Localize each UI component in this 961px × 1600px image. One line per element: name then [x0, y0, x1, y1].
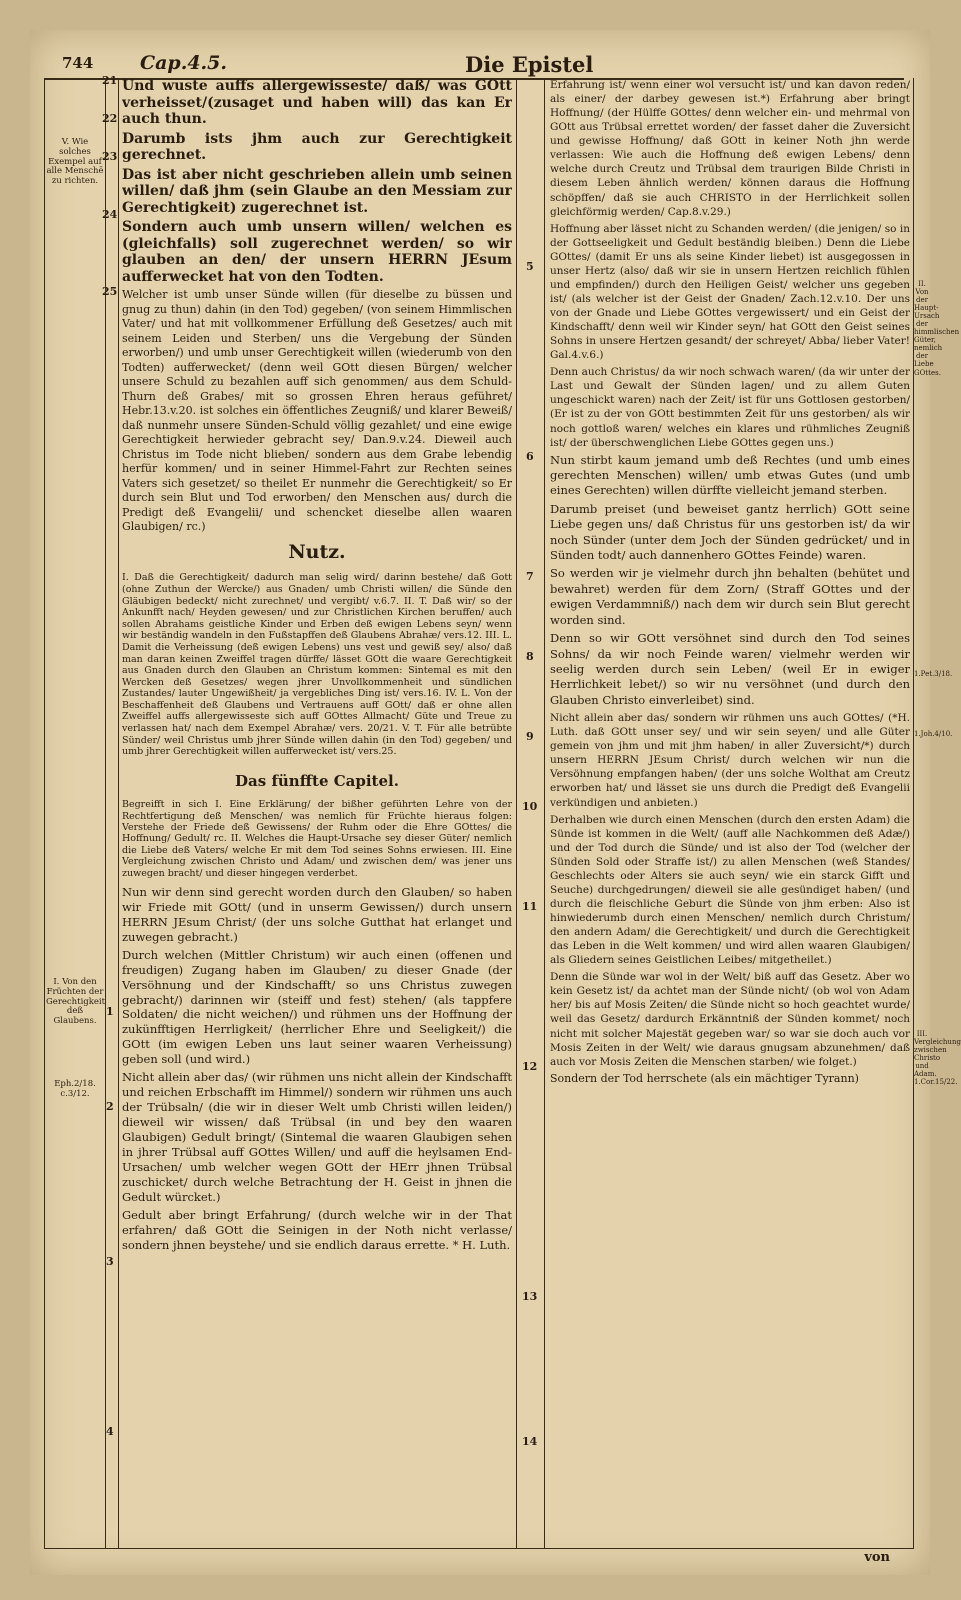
verse-text: Welcher ist umb unser Sünde willen (für dieselbe zu büssen und gnug zu thun) dahin (in den Tod) gegeben/ (von seinem Himmlischen Vater/ und hat mit vollkommener Erfüllung deß Gesetzes/ auch mit seinem Leiden und Sterben/ uns die Vergebung der Sünden erworben/) und umb unser Gerechtigkeit willen (wiederumb von den Todten) aufferwecket/ (denn weil GOtt diesen Bürgen/ welcher unsere Schuld zu bezahlen auff sich genommen/ aus dem Schuld-Thurn deß Grabes/ mit so grossen Ehren heraus geführet/ Hebr.13.v.20. ist solches ein öffentliches Zeugniß/ und klarer Beweiß/ daß nunmehr unsere Sünden-Schuld völlig gezahlet/ und eine ewige Gerechtigkeit herwieder gebracht sey/ Dan.9.v.24. Dieweil auch Christus im Tode nicht blieben/ sondern aus dem Grabe lebendig herfür kommen/ und in seiner Himmel-Fahrt zur Rechten seines Vaters sich gesetzet/ so theilet Er nunmehr die Gerechtigkeit/ so Er durch sein Blut und Tod erworben/ den Menschen aus/ durch die Predigt deß Evangelii/ und schencket dieselbe allen waaren Glaubigen/ rc.) — [122, 288, 512, 534]
verse-text: Nun stirbt kaum jemand umb deß Rechtes (und umb eines gerechten Menschen) willen/ umb etwas Gutes (und umb eines Gerechten) willen dürffte vielleicht jemand sterben. — [550, 452, 910, 498]
verse-text: Gedult aber bringt Erfahrung/ (durch welche wir in der That erfahren/ daß GOtt die Seinigen in der Noth nicht verlasse/ sondern jhnen beystehe/ und sie endlich daraus errette. * H. Luth. — [122, 1207, 512, 1252]
left-column — [122, 78, 512, 1548]
verse-text: Nicht allein aber das/ sondern wir rühmen uns auch GOttes/ (*H. Luth. daß GOtt unser sey/ und wir sein seyen/ und alle Güter gemein von jhm und mit jhm haben/ in aller Zuversicht/*) durch unsern HERRN JEsum Christ/ durch welchen wir nun die Versöhnung empfangen haben/ (der uns solche Wolthat am Creutz erworben hat/ und lässet sie uns durch die Predigt deß Evangelii verkündigen und anbieten.) — [550, 712, 910, 809]
verse-number: 14 — [522, 1435, 538, 1448]
verse-number: 4 — [106, 1425, 114, 1438]
margin-note-v: V. Wie solches Exempel auf alle Menschē zu richten. — [46, 137, 104, 187]
verse-number: 13 — [522, 1290, 538, 1303]
right-column — [550, 78, 910, 1548]
verse-text: So werden wir je vielmehr durch jhn behalten (behütet und bewahret) werden für dem Zorn/ (Straff GOttes und der ewigen Verdammniß/) nach dem wir durch sein Blut gerecht worden sind. — [550, 566, 910, 627]
margin-note-eph: Eph.2/18. c.3/12. — [54, 1079, 96, 1099]
verse-text: Denn auch Christus/ da wir noch schwach waren/ (da wir unter der Last und Gewalt der Sünden lagen/ und zu allem Guten ungeschickt waren) nach der Zeit/ ist für uns Gottlosen gestorben/ (Er ist zu der von GOtt bestimmten Zeit für uns gestorben/ als wir noch gottloß waren/ welches ein klares und rühmliches Zeugniß ist/ der überschwenglichen Liebe GOttes gegen uns.) — [550, 366, 910, 449]
verse-text: Denn so wir GOtt versöhnet sind durch den Tod seines Sohns/ da wir noch Feinde waren/ vielmehr werden wir seelig werden durch sein Leben/ (weil Er in ewiger Herrlichkeit lebet/) so wir nu versöhnet (und durch den Glauben Christo einverleibet) sind. — [550, 631, 910, 707]
running-title: Die Epistel — [465, 52, 594, 77]
catchword: von — [864, 1550, 890, 1565]
margin-rule-left — [105, 78, 106, 1548]
verse-number: 11 — [522, 900, 538, 913]
verse-number: 6 — [526, 450, 534, 463]
verse-number: 9 — [526, 730, 534, 743]
verse-text: Sondern auch umb unsern willen/ welchen es (gleichfalls) soll zugerechnet werden/ so wir glauben an den/ der unsern HERRN JEsum aufferwecket hat von den Todten. — [122, 219, 512, 285]
verse-number: 3 — [106, 1255, 114, 1268]
verse-number: 25 — [102, 285, 118, 298]
verse-rule-right — [544, 78, 545, 1548]
verse-number: 12 — [522, 1060, 538, 1073]
nutz-heading: Nutz. — [288, 540, 346, 563]
margin-note-ii: II. Von der Haupt-Ursach der himmlischen Güter, nemlich der Liebe GOttes. — [914, 280, 960, 377]
verse-number: 24 — [102, 208, 118, 221]
margin-note-i: I. Von den Früchten der Gerechtigkeit deß Glaubens. — [46, 977, 106, 1027]
verse-number: 21 — [102, 74, 118, 87]
verse-text: Nicht allein aber das/ (wir rühmen uns nicht allein der Kindschafft und reichen Erbschafft im Himmel/) sondern wir rühmen uns auch der Trübsaln/ (die wir in dieser Welt umb Christi willen leiden/) dieweil wir wissen/ daß Trübsal (in und bey den waaren Glaubigen) Gedult bringt/ (Sintemal die waaren Glaubigen sehen in jhrer Trübsal auff GOttes Willen/ und auff die heylsamen End-Ursachen/ umb welcher wegen GOtt der HErr jhnen Trübsal zuschicket/ durch welche Betrachtung der H. Geist in jhnen die Gedult würcket.) — [122, 1070, 512, 1204]
margin-note-r2: 1.Joh.4/10. — [914, 730, 953, 738]
verse-text: Derhalben wie durch einen Menschen (durch den ersten Adam) die Sünde ist kommen in die Welt/ (auff alle Nachkommen deß Adæ/) und der Tod durch die Sünde/ und ist also der Tod (welcher der Sünden Sold oder Straffe ist/) zu allen Menschen (weß Standes/ Geschlechts oder Alters sie auch seyn/ wie ein starck Gifft und Seuche) durchgedrungen/ dieweil sie alle gesündiget haben/ (und durch die fleischliche Geburt die Sünde von jhm erben: Also ist hinwiederumb durch einen Menschen/ nemlich durch Christum/ den andern Adam/ die Gerechtigkeit/ und durch die Gerechtigkeit das Leben in die Welt kommen/ und wird allen waaren Glaubigen/ als Gliedern seines Geistlichen Leibes/ mitgetheilet.) — [550, 813, 910, 967]
nutz-text: I. Daß die Gerechtigkeit/ dadurch man selig wird/ darinn bestehe/ daß Gott (ohne Zuthun der Wercke/) aus Gnaden/ umb Christi willen/ die Sünde den Gläubigen bedeckt/ nicht zurechnet/ und vergibt/ v.6.7. II. T. Daß wir/ so der Ankunfft nach/ Heyden gewesen/ und zur Christlichen Kirchen beruffen/ auch sollen Abrahams geistliche Kinder und Erben deß ewigen Lebens seyn/ wenn wir beständig wandeln in den Fußstapffen deß Glaubens Abrahæ/ vers.12. III. L. Damit die Verheissung (deß ewigen Lebens) uns vest und gewiß sey/ also/ daß man daran keinen Zweiffel tragen dürffe/ lässet GOtt die waare Gerechtigkeit aus Gnaden durch den Glauben an Christum kommen: Sintemal es mit den Wercken deß Gesetzes/ wegen jhrer Unvollkommenheit und sündlichen Zustandes/ lauter Ungewißheit/ ja vergebliches Ding ist/ vers.16. IV. L. Von der Beschaffenheit deß Glaubens und Vertrauens auff GOtt/ daß er ohne allen Zweiffel auffs allergewisseste sich auff GOttes Allmacht/ Güte und Treue zu verlassen hat/ nach dem Exempel Abrahæ/ vers. 20/21. V. T. Für alle betrübte Sünder/ weil Christus umb jhrer Sünde willen dahin (in den Tod) gegeben/ und umb jhrer Gerechtigkeit willen aufferwecket ist/ vers.25. — [122, 572, 512, 758]
verse-rule-left — [118, 78, 119, 1548]
verse-number: 22 — [102, 112, 118, 125]
verse-number: 8 — [526, 650, 534, 663]
verse-text: Das ist aber nicht geschrieben allein umb seinen willen/ daß jhm (sein Glaube an den Messiam zur Gerechtigkeit) zugerechnet ist. — [122, 166, 512, 216]
verse-number: 5 — [526, 260, 534, 273]
verse-number: 7 — [526, 570, 534, 583]
verse-text: Darumb preiset (und beweiset gantz herrlich) GOtt seine Liebe gegen uns/ daß Christus für uns gestorben ist/ da wir noch Sünder (unter dem Joch der Sünden gedrücket/ und in Sünden todt/ auch dannenhero GOttes Feinde) waren. — [550, 501, 910, 563]
verse-text: Erfahrung ist/ wenn einer wol versucht ist/ und kan davon reden/ als einer/ der darbey gewesen ist.*) Erfahrung aber bringt Hoffnung/ (der Hülffe GOttes/ denn welcher ein- und mehrmal von GOtt aus Trübsal errettet worden/ der fasset daher die Zuversicht und gewisse Hoffnung/ daß GOtt in keiner Noth jhn werde verlassen: Wie auch die Hoffnung deß ewigen Lebens/ denn welche durch Creutz und Trübsal dem traurigen Bilde Christi in diesem Leben ähnlich werden/ können daraus die Hoffnung schöpffen/ daß sie auch CHRISTO in der Herrlichkeit sollen gleichförmig werden/ Cap.8.v.29.) — [550, 79, 910, 218]
chapter-ref: Cap.4.5. — [140, 52, 228, 74]
page-number: 744 — [62, 54, 94, 72]
chapter-summary: Begreifft in sich I. Eine Erklärung/ der bißher geführten Lehre von der Rechtfertigung deß Menschen/ was nemlich für Früchte hieraus folgen: Verstehe der Friede deß Gewissens/ der Ruhm oder die Ehre GOttes/ die Hoffnung/ Gedult/ rc. II. Welches die Haupt-Ursache sey dieser Güter/ nemlich die Liebe deß Vaters/ welche Er mit dem Tod seines Sohns erwiesen. III. Eine Vergleichung zwischen Christo und Adam/ und zwischen dem/ was jener uns zuwegen bracht/ und dieser hingegen verderbet. — [122, 799, 512, 879]
verse-text: Und wuste auffs allergewisseste/ daß/ was GOtt verheisset/(zusaget und haben will) das kan Er auch thun. — [122, 78, 512, 128]
verse-text: Hoffnung aber lässet nicht zu Schanden werden/ (die jenigen/ so in der Gottseeligkeit und Gedult beständig bleiben.) Denn die Liebe GOttes/ (damit Er uns als seine Kinder liebet) ist ausgegossen in unser Hertz (also/ daß wir sie in unsern Hertzen reichlich fühlen und empfinden/) durch den Heiligen Geist/ welcher uns gegeben ist/ (als welcher ist der Geist der Gnaden/ Zach.12.v.10. Der uns von der Gnade und Liebe GOttes vergewissert/ und ein Geist der Kindschafft/ denn weil wir Kinder seyn/ hat GOtt den Geist seines Sohns in unsere Hertzen gesandt/ der schreyet/ Abba/ lieber Vater! Gal.4.v.6.) — [550, 222, 910, 362]
verse-text: Durch welchen (Mittler Christum) wir auch einen (offenen und freudigen) Zugang haben im Glauben/ zu dieser Gnade (der Versöhnung und der Kindschafft/ so uns Christus zuwegen gebracht/) darinnen wir (steiff und fest) stehen/ (als tappfere Soldaten/ die nicht weichen/) und rühmen uns der Hoffnung der zukünfftigen Herrligkeit/ (herrlicher Ehre und Seeligkeit/) die GOtt (im ewigen Leben uns laut seiner waaren Verheissung) geben soll (und wird.) — [122, 947, 512, 1067]
footer-rule — [44, 1548, 914, 1549]
verse-number: 1 — [106, 1005, 114, 1018]
verse-text: Darumb ists jhm auch zur Gerechtigkeit gerechnet. — [122, 130, 512, 164]
chapter-heading: Das fünffte Capitel. — [235, 771, 399, 790]
book-page — [30, 30, 961, 1575]
margin-note-r1: 1.Pet.3/18. — [914, 670, 953, 678]
verse-text: Denn die Sünde war wol in der Welt/ biß auff das Gesetz. Aber wo kein Gesetz ist/ da achtet man der Sünde nicht/ (ob wol von Adam her/ bis auf Mosis Zeiten/ die Sünde nicht so hoch geachtet wurde/ weil das Gesetz/ dardurch Erkänntniß der Sünden kommet/ noch nicht mit solcher Majestät gegeben war/ so war sie doch auch vor Mosis Zeiten in der Welt/ wie daraus gnugsam abzunehmen/ daß auch vor Mosis Zeiten die Menschen starben/ wie folget.) — [550, 971, 910, 1068]
verse-number: 23 — [102, 150, 118, 163]
page-header — [30, 52, 930, 80]
verse-number: 2 — [106, 1100, 114, 1113]
margin-note-iii: III. Vergleichung zwischen Christo und Adam. 1.Cor.15/22. — [914, 1030, 961, 1087]
verse-number: 10 — [522, 800, 538, 813]
outer-rule-left — [44, 78, 45, 1548]
verse-text: Nun wir denn sind gerecht worden durch den Glauben/ so haben wir Friede mit GOtt/ (und in unserm Gewissen/) durch unsern HERRN JEsum Christ/ (der uns solche Gutthat hat erlanget und zuwegen gebracht.) — [122, 884, 512, 944]
center-rule — [516, 78, 517, 1548]
verse-text: Sondern der Tod herrschete (als ein mächtiger Tyrann) — [550, 1071, 859, 1085]
